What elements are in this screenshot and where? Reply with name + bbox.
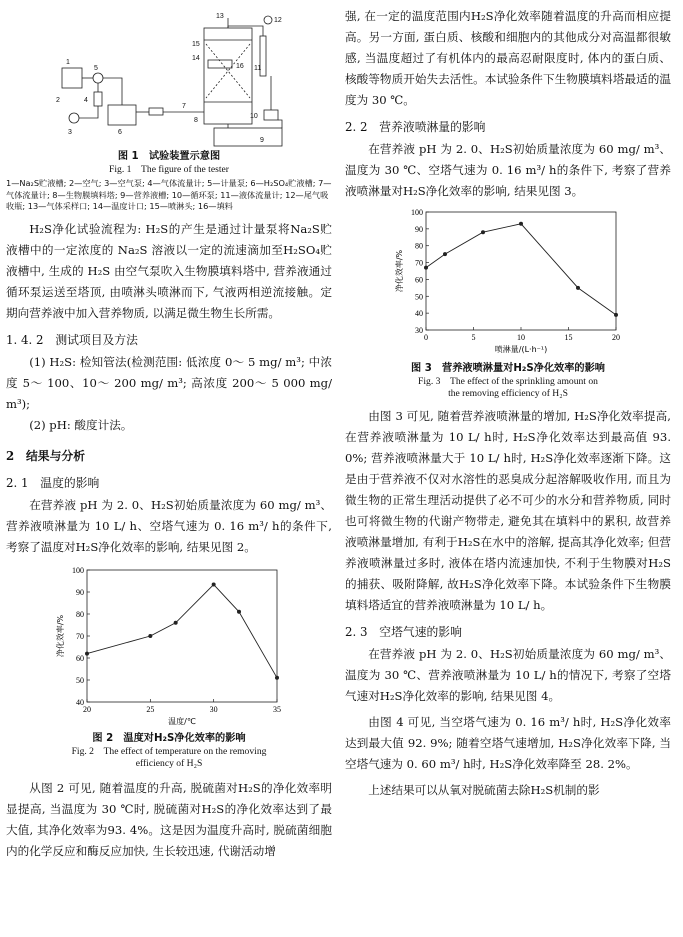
paragraph: 由图 4 可见, 当空塔气速为 0. 16 m³/ h时, H₂S净化效率达到最大值 92. 9%; 随着空塔气速增加, H₂S净化效率下降, 当空塔气速为 0. 60 m³/ h时, H₂S净化效率降至 28. 2%。 bbox=[345, 715, 671, 771]
diagram-number: 3 bbox=[68, 129, 72, 136]
y-tick-label: 90 bbox=[415, 224, 423, 234]
section-heading: 2 结果与分析 bbox=[6, 448, 85, 463]
diagram-number: 11 bbox=[254, 65, 262, 72]
diagram-number: 12 bbox=[274, 17, 282, 24]
y-tick-label: 70 bbox=[415, 258, 423, 268]
y-tick-label: 100 bbox=[411, 208, 423, 217]
y-tick-label: 90 bbox=[76, 587, 84, 597]
paragraph: H₂S净化试验流程为: H₂S的产生是通过计量泵将Na₂S贮液槽中的一定浓度的 Na₂S 溶液以一定的流速滴加至H₂SO₄贮液槽中, 生成的 H₂S 由空气泵吹入生物膜填料塔中, 营养液通过循环泵运送至塔顶, 由喷淋头喷淋而下, 气液两相逆流接触。定期向营养液中加入营养物质, 以满足微生物生长所需。 bbox=[6, 221, 332, 320]
sprinkling-chart bbox=[388, 206, 628, 362]
fig2-caption-en: efficiency of H₂S bbox=[135, 757, 203, 769]
y-tick-label: 60 bbox=[415, 275, 423, 285]
x-tick-label: 15 bbox=[564, 333, 573, 342]
data-point bbox=[614, 313, 618, 317]
diagram-number: 6 bbox=[118, 129, 122, 136]
temperature-chart bbox=[49, 562, 289, 732]
paragraph: 强, 在一定的温度范围内H₂S净化效率随着温度的升高而相应提高。另一方面, 蛋白质、核酸和细胞内的其他成分对高温都很敏感, 当温度超过了有机体内的最高忍耐限度时, 体内的蛋白质、核酸等物质开始失去活性。本试验条件下生物膜填料塔最适的温度为 30 ℃。 bbox=[345, 9, 671, 107]
paragraph: 在营养液 pH 为 2. 0、H₂S初始质量浓度为 60 mg/ m³、温度为 30 ℃、空塔气速为 0. 16 m³/ h的条件下, 考察了营养液喷淋量对H₂S净化效率的影响, 结果见图 3。 bbox=[345, 142, 671, 198]
data-point bbox=[85, 651, 89, 655]
data-point bbox=[519, 222, 523, 226]
data-line bbox=[426, 224, 616, 315]
paragraph: 在营养液 pH 为 2. 0、H₂S初始质量浓度为 60 mg/ m³、营养液喷淋量为 10 L/ h、空塔气速为 0. 16 m³/ h的条件下, 考察了温度对H₂S净化效率的影响, 结果见图 2。 bbox=[6, 497, 332, 554]
plot-frame bbox=[87, 570, 277, 702]
section-heading: 1. 4. 2 测试项目及方法 bbox=[6, 332, 138, 347]
apparatus-diagram bbox=[54, 10, 284, 150]
data-point bbox=[148, 634, 152, 638]
paragraph: 由图 3 可见, 随着营养液喷淋量的增加, H₂S净化效率提高, 在营养液喷淋量为 10 L/ h时, H₂S净化效率达到最高值 93. 0%; 营养液喷淋量大于 10 L/ h时, H₂S净化效率逐渐下降。这是由于营养液不仅对水溶性的恶臭成分起溶解吸收作用, 而且为微生物的正常生理活动提供了必不可少的水分和营养物质, 同时也可将微生物的代谢产物带走, 避免其在填料中的累积, 故营养液喷淋量增加, 有利于H₂S在水中的溶解, 提高其净化效率; 但营养液喷淋量过多时, 液体在塔内流速加快, 不利于生物膜对H₂S的捕获、吸附降解, 故H₂S净化效率下降。本试验条件下生物膜填料塔适宜的营养液喷淋量为 10 L/ h。 bbox=[345, 409, 671, 612]
y-tick-label: 40 bbox=[76, 697, 84, 707]
diagram-number: 14 bbox=[192, 55, 200, 62]
diagram-number: 4 bbox=[84, 97, 88, 104]
y-tick-label: 100 bbox=[72, 565, 84, 575]
section-heading: 2. 3 空塔气速的影响 bbox=[345, 625, 462, 639]
diagram-number: 15 bbox=[192, 41, 200, 48]
plot-frame bbox=[426, 212, 616, 330]
left-column bbox=[6, 0, 332, 862]
diagram-number: 13 bbox=[216, 13, 224, 20]
fig2-caption-en: Fig. 2 The effect of temperature on the removing bbox=[71, 745, 267, 757]
y-tick-label: 80 bbox=[76, 609, 84, 619]
paragraph: (2) pH: 酸度计法。 bbox=[29, 417, 133, 432]
paragraph: 在营养液 pH 为 2. 0、H₂S初始质量浓度为 60 mg/ m³、温度为 30 ℃、营养液喷淋量为 10 L/ h的情况下, 考察了空塔气速对H₂S净化效率的影响, 结果见图 4。 bbox=[345, 647, 671, 703]
y-tick-label: 60 bbox=[76, 653, 84, 663]
diagram-number: 8 bbox=[194, 117, 198, 124]
x-tick-label: 5 bbox=[471, 333, 476, 342]
fig1-legend: 1—Na₂S贮液槽; 2—空气; 3—空气泵; 4—气体流量计; 5—计量泵; 6—H₂SO₄贮液槽; 7—气体流量计; 8—生物膜填料塔; 9—营养液槽; 10—循环泵; 11—液体流量计; 12—尾气吸收瓶; 13—气体采样口; 14—温度计口; 15—喷淋头; 16—填料 bbox=[6, 178, 332, 211]
section-heading: 2. 2 营养液喷淋量的影响 bbox=[345, 120, 486, 134]
y-tick-label: 70 bbox=[76, 631, 84, 641]
fig1-caption-en: Fig. 1 The figure of the tester bbox=[109, 164, 229, 175]
x-tick-label: 20 bbox=[612, 333, 620, 342]
y-axis-label: 净化效率/% bbox=[56, 614, 65, 657]
x-tick-label: 10 bbox=[517, 333, 525, 342]
right-column bbox=[345, 0, 671, 801]
diagram-number: 1 bbox=[66, 59, 70, 66]
data-point bbox=[576, 286, 580, 290]
diagram-number: 2 bbox=[56, 97, 60, 104]
y-tick-label: 80 bbox=[415, 241, 423, 251]
y-tick-label: 40 bbox=[415, 309, 423, 319]
data-point bbox=[481, 230, 485, 234]
diagram-number: 16 bbox=[236, 63, 244, 70]
x-tick-label: 30 bbox=[209, 704, 218, 714]
fig1-caption-cn: 图 1 试验装置示意图 bbox=[117, 151, 221, 162]
data-point bbox=[275, 675, 279, 679]
paragraph: 从图 2 可见, 随着温度的升高, 脱硫菌对H₂S的净化效率明显提高, 当温度为 30 ℃时, 脱硫菌对H₂S的净化效率达到了最大值, 其净化效率为93. 4%。这是因为温度升高时, 脱硫菌细胞内的化学反应和酶反应加快, 生长较迅速, 代谢活动增 bbox=[6, 780, 332, 858]
fig3-caption-en: the removing efficiency of H₂S bbox=[448, 388, 568, 399]
y-tick-label: 50 bbox=[415, 292, 423, 302]
y-tick-label: 30 bbox=[415, 326, 423, 335]
fig3-caption-cn: 图 3 营养液喷淋量对H₂S净化效率的影响 bbox=[411, 363, 605, 374]
data-point bbox=[237, 609, 241, 613]
fig2-caption-cn: 图 2 温度对H₂S净化效率的影响 bbox=[92, 732, 246, 744]
fig3-caption-en: Fig. 3 The effect of the sprinkling amount on bbox=[418, 376, 598, 387]
x-axis-label: 喷淋量/(L·h⁻¹) bbox=[494, 345, 548, 354]
data-line bbox=[87, 584, 277, 677]
y-axis-label: 净化效率/% bbox=[395, 249, 404, 293]
x-tick-label: 20 bbox=[83, 704, 91, 714]
diagram-number: 10 bbox=[250, 113, 258, 120]
paragraph: 上述结果可以从氧对脱硫菌去除H₂S机制的影 bbox=[368, 783, 600, 797]
section-heading: 2. 1 温度的影响 bbox=[6, 475, 100, 490]
x-axis-label: 温度/℃ bbox=[168, 716, 196, 726]
x-tick-label: 35 bbox=[273, 704, 281, 714]
diagram-number: 9 bbox=[260, 137, 264, 144]
data-point bbox=[443, 252, 447, 256]
y-tick-label: 50 bbox=[76, 675, 84, 685]
diagram-number: 5 bbox=[94, 65, 98, 72]
x-tick-label: 25 bbox=[146, 704, 155, 714]
data-point bbox=[424, 266, 428, 270]
data-point bbox=[212, 582, 216, 586]
x-tick-label: 0 bbox=[424, 333, 428, 342]
paragraph: (1) H₂S: 检知管法(检测范围: 低浓度 0～ 5 mg/ m³; 中浓度 5～ 100、10～ 200 mg/ m³; 高浓度 200～ 5 000 mg/ m³); bbox=[6, 354, 332, 411]
data-point bbox=[174, 620, 178, 624]
diagram-number: 7 bbox=[182, 103, 186, 110]
